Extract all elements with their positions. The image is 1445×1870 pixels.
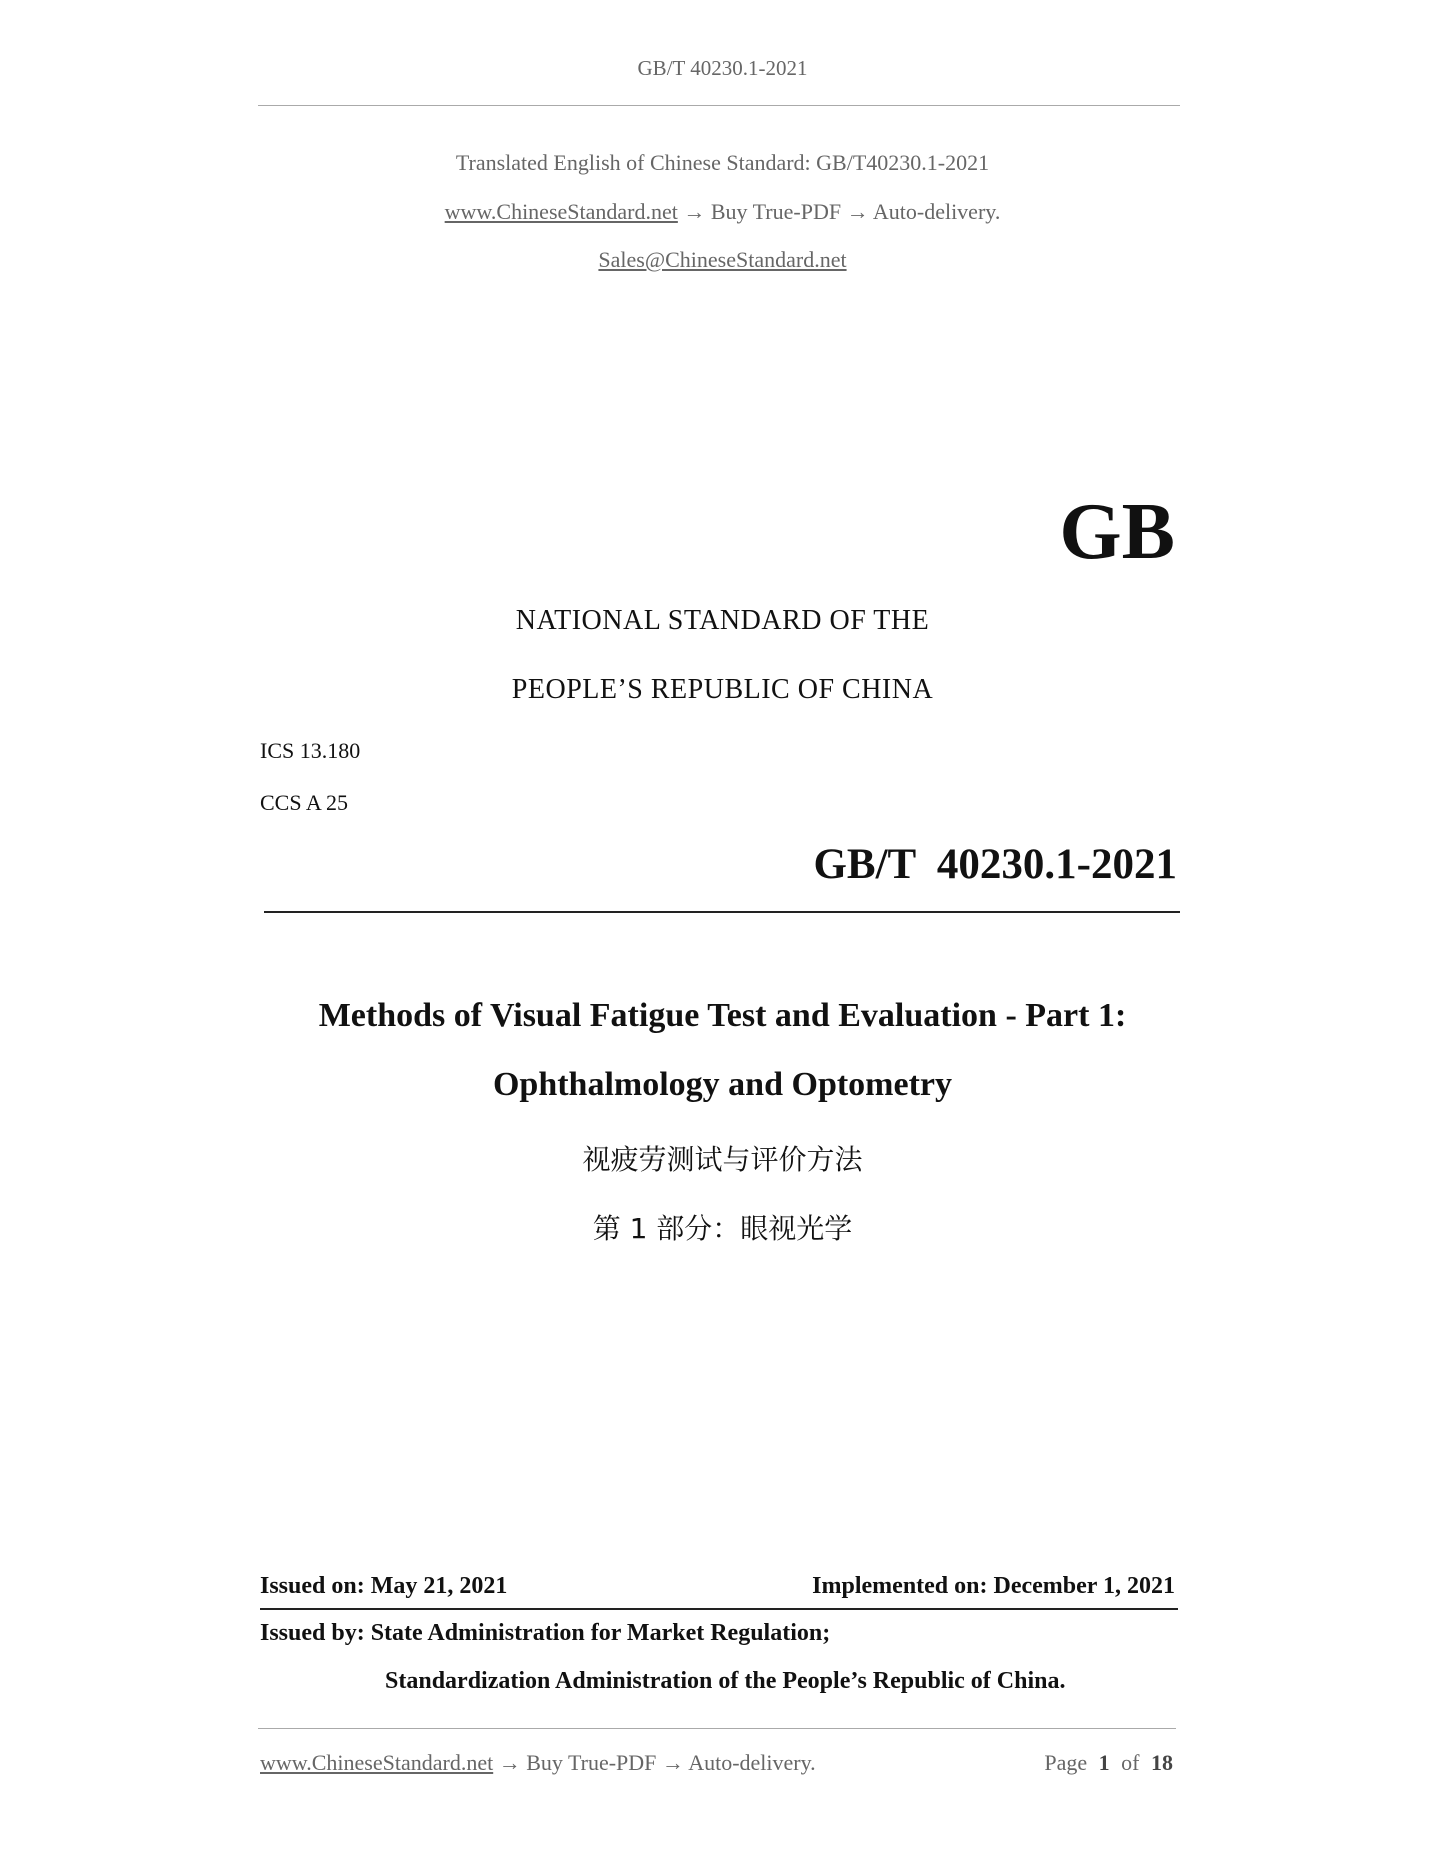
page-total: 18	[1151, 1750, 1173, 1775]
ccs-code: CCS A 25	[260, 790, 349, 815]
implemented-on: Implemented on: December 1, 2021	[812, 1573, 1175, 1599]
standard-number: GB/T 40230.1-2021	[813, 841, 1177, 888]
buy-text: → Buy True-PDF → Auto-delivery.	[677, 199, 1001, 224]
title-cn-line-1: 视疲劳测试与评价方法	[582, 1143, 863, 1176]
header-divider	[258, 105, 1180, 106]
issued-on: Issued on: May 21, 2021	[260, 1573, 508, 1599]
standard-number-rule	[264, 911, 1180, 913]
national-line-1: NATIONAL STANDARD OF THE	[515, 605, 930, 636]
footer-site-link[interactable]: www.ChineseStandard.net	[260, 1750, 494, 1775]
site-link[interactable]: www.ChineseStandard.net	[444, 199, 678, 224]
national-line-2: PEOPLE’S REPUBLIC OF CHINA	[511, 674, 934, 705]
page-current: 1	[1098, 1750, 1110, 1775]
footer-buy-text: → Buy True-PDF → Auto-delivery.	[493, 1750, 816, 1775]
promo-line	[0, 199, 1445, 225]
ics-code: ICS 13.180	[260, 738, 361, 763]
footer-promo	[260, 1750, 816, 1776]
page-indicator	[1044, 1750, 1173, 1776]
issue-rule	[260, 1608, 1178, 1610]
page-label: Page	[1044, 1750, 1088, 1775]
issued-by-line-1: Issued by: State Administration for Market Regulation;	[260, 1620, 831, 1646]
title-cn-line-2: 第 1 部分：眼视光学	[592, 1212, 853, 1245]
issued-by-line-2: Standardization Administration of the People’s Republic of China.	[385, 1668, 1066, 1694]
gb-logo: GB	[1059, 488, 1175, 576]
email-link[interactable]: Sales@ChineseStandard.net	[598, 247, 847, 272]
title-en-line-1: Methods of Visual Fatigue Test and Evaluation - Part 1:	[318, 997, 1127, 1034]
translated-line: Translated English of Chinese Standard: GB/T40230.1-2021	[455, 150, 990, 175]
page-of: of	[1121, 1750, 1140, 1775]
footer-divider	[258, 1728, 1176, 1729]
email-line	[0, 247, 1445, 273]
title-en-line-2: Ophthalmology and Optometry	[492, 1066, 953, 1103]
running-title: GB/T 40230.1-2021	[637, 56, 808, 80]
